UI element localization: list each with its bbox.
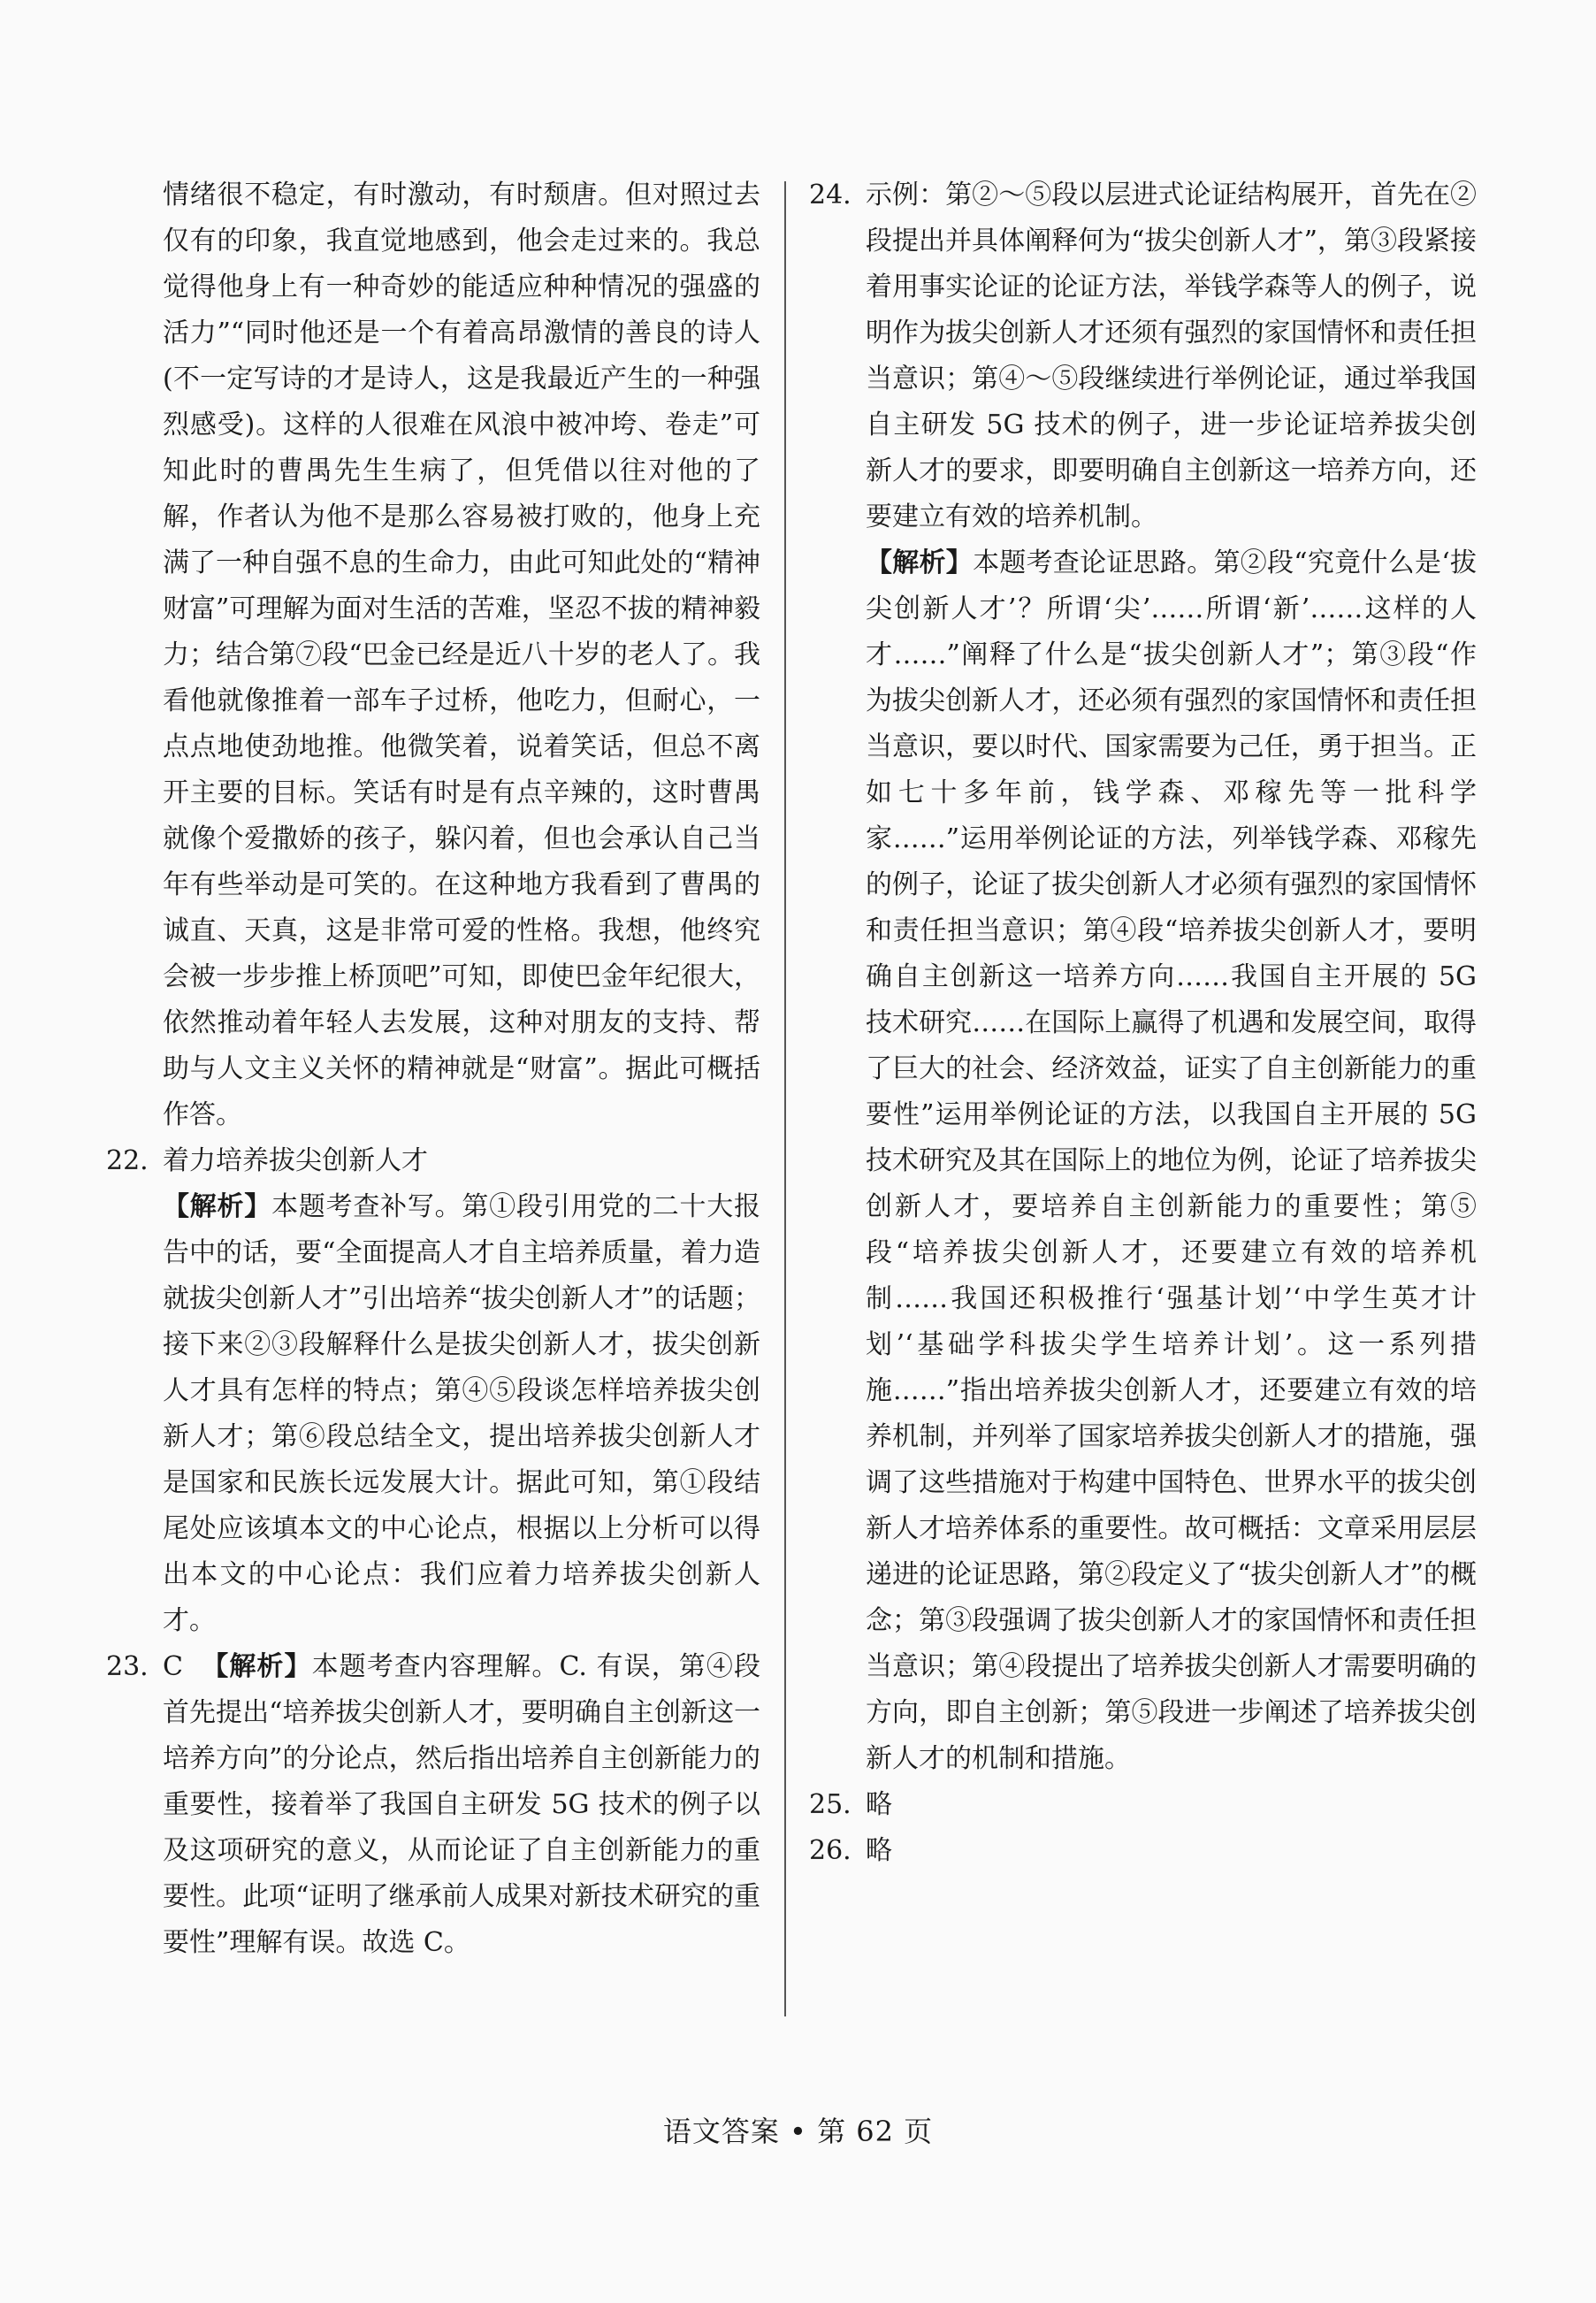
question-24-analysis: 本题考查论证思路。第②段“究竟什么是‘拔尖创新人才’？所谓‘尖’……所谓‘新’……这样的人才……”阐释了什么是“拔尖创新人才”；第③段“作为拔尖创新人才，还必须有强烈的家国情怀和责任担当意识，要以时代、国家需要为己任，勇于担当。正如七十多年前，钱学森、邓稼先等一批科学家……”运用举例论证的方法，列举钱学森、邓稼先的例子，论证了拔尖创新人才必须有强烈的家国情怀和责任担当意识；第④段“培养拔尖创新人才，要明确自主创新这一培养方向……我国自主开展的 5G 技术研究……在国际上赢得了机遇和发展空间，取得了巨大的社会、经济效益，证实了自主创新能力的重要性”运用举例论证的方法，以我国自主开展的 5G 技术研究及其在国际上的地位为例，论证了培养拔尖创新人才，要培养自主创新能力的重要性；第⑤段“培养拔尖创新人才，还要建立有效的培养机制……我国还积极推行‘强基计划’‘中学生英才计划’‘基础学科拔尖学生培养计划’。这一系列措施……”指出培养拔尖创新人才，还要建立有效的培养机制，并列举了国家培养拔尖创新人才的措施，强调了这些措施对于构建中国特色、世界水平的拔尖创新人才培养体系的重要性。故可概括：文章采用层层递进的论证思路，第②段定义了“拔尖创新人才”的概念；第③段强调了拔尖创新人才的家国情怀和责任担当意识；第④段提出了培养拔尖创新人才需要明确的方向，即自主创新；第⑤段进一步阐述了培养拔尖创新人才的机制和措施。 <box>866 547 1478 1774</box>
question-22-analysis: 本题考查补写。第①段引用党的二十大报告中的话，要“全面提高人才自主培养质量，着力造就拔尖创新人才”引出培养“拔尖创新人才”的话题；接下来②③段解释什么是拔尖创新人才，拔尖创新人才具有怎样的特点；第④⑤段谈怎样培养拔尖创新人才；第⑥段总结全文，提出培养拔尖创新人才是国家和民族长远发展大计。据此可知，第①段结尾处应该填本文的中心论点，根据以上分析可以得出本文的中心论点：我们应着力培养拔尖创新人才。 <box>163 1191 761 1636</box>
question-23 <box>106 1644 760 1966</box>
q21-continuation: 情绪很不稳定，有时激动，有时颓唐。但对照过去仅有的印象，我直觉地感到，他会走过来的。我总觉得他身上有一种奇妙的能适应种种情况的强盛的活力”“同时他还是一个有着高昂激情的善良的诗人(不一定写诗的才是诗人，这是我最近产生的一种强烈感受)。这样的人很难在风浪中被冲垮、卷走”可知此时的曹禺先生生病了，但凭借以往对他的了解，作者认为他不是那么容易被打败的，他身上充满了一种自强不息的生命力，由此可知此处的“精神财富”可理解为面对生活的苦难，坚忍不拔的精神毅力；结合第⑦段“巴金已经是近八十岁的老人了。我看他就像推着一部车子过桥，他吃力，但耐心，一点点地使劲地推。他微笑着，说着笑话，但总不离开主要的目标。笑话有时是有点辛辣的，这时曹禺就像个爱撒娇的孩子，躲闪着，但也会承认自己当年有些举动是可笑的。在这种地方我看到了曹禺的诚直、天真，这是非常可爱的性格。我想，他终究会被一步步推上桥顶吧”可知，即使巴金年纪很大，依然推动着年轻人去发展，这种对朋友的支持、帮助与人文主义关怀的精神就是“财富”。据此可概括作答。 <box>163 180 760 1130</box>
analysis-tag: 【解析】 <box>163 1191 272 1222</box>
question-26 <box>809 1828 1477 1874</box>
question-22-analysis-block <box>163 1184 760 1644</box>
left-column <box>106 172 760 1966</box>
question-25-number: 25. <box>809 1789 851 1820</box>
question-24-number: 24. <box>809 180 851 210</box>
question-24 <box>809 172 1477 1782</box>
question-26-answer: 略 <box>866 1835 892 1866</box>
question-23-analysis: 本题考查内容理解。C. 有误，第④段首先提出“培养拔尖创新人才，要明确自主创新这一培养方向”的分论点，然后指出培养自主创新能力的重要性，接着举了我国自主研发 5G 技术的例子以及这项研究的意义，从而论证了自主创新能力的重要性。此项“证明了继承前人成果对新技术研究的重要性”理解有误。故选 C。 <box>163 1651 760 1958</box>
right-column <box>809 172 1477 1874</box>
question-24-answer: 示例：第②～⑤段以层进式论证结构展开，首先在②段提出并具体阐释何为“拔尖创新人才”，第③段紧接着用事实论证的论证方法，举钱学森等人的例子，说明作为拔尖创新人才还须有强烈的家国情怀和责任担当意识；第④～⑤段继续进行举例论证，通过举我国自主研发 5G 技术的例子，进一步论证培养拔尖创新人才的要求，即要明确自主创新这一培养方向，还要建立有效的培养机制。 <box>866 180 1477 532</box>
analysis-tag: 【解析】 <box>866 547 974 578</box>
question-25-answer: 略 <box>866 1789 892 1820</box>
question-26-number: 26. <box>809 1835 851 1866</box>
question-24-analysis-block <box>866 540 1477 1782</box>
question-25 <box>809 1782 1477 1828</box>
question-22 <box>106 1138 760 1644</box>
question-22-answer: 着力培养拔尖创新人才 <box>163 1145 428 1176</box>
page-footer: 语文答案 • 第 62 页 <box>662 2115 934 2148</box>
question-23-number: 23. <box>106 1651 149 1682</box>
question-22-number: 22. <box>106 1145 149 1176</box>
column-divider <box>784 181 786 2016</box>
question-23-answer: C <box>163 1651 183 1682</box>
question-23-body <box>163 1644 760 1966</box>
analysis-tag: 【解析】 <box>202 1651 312 1682</box>
